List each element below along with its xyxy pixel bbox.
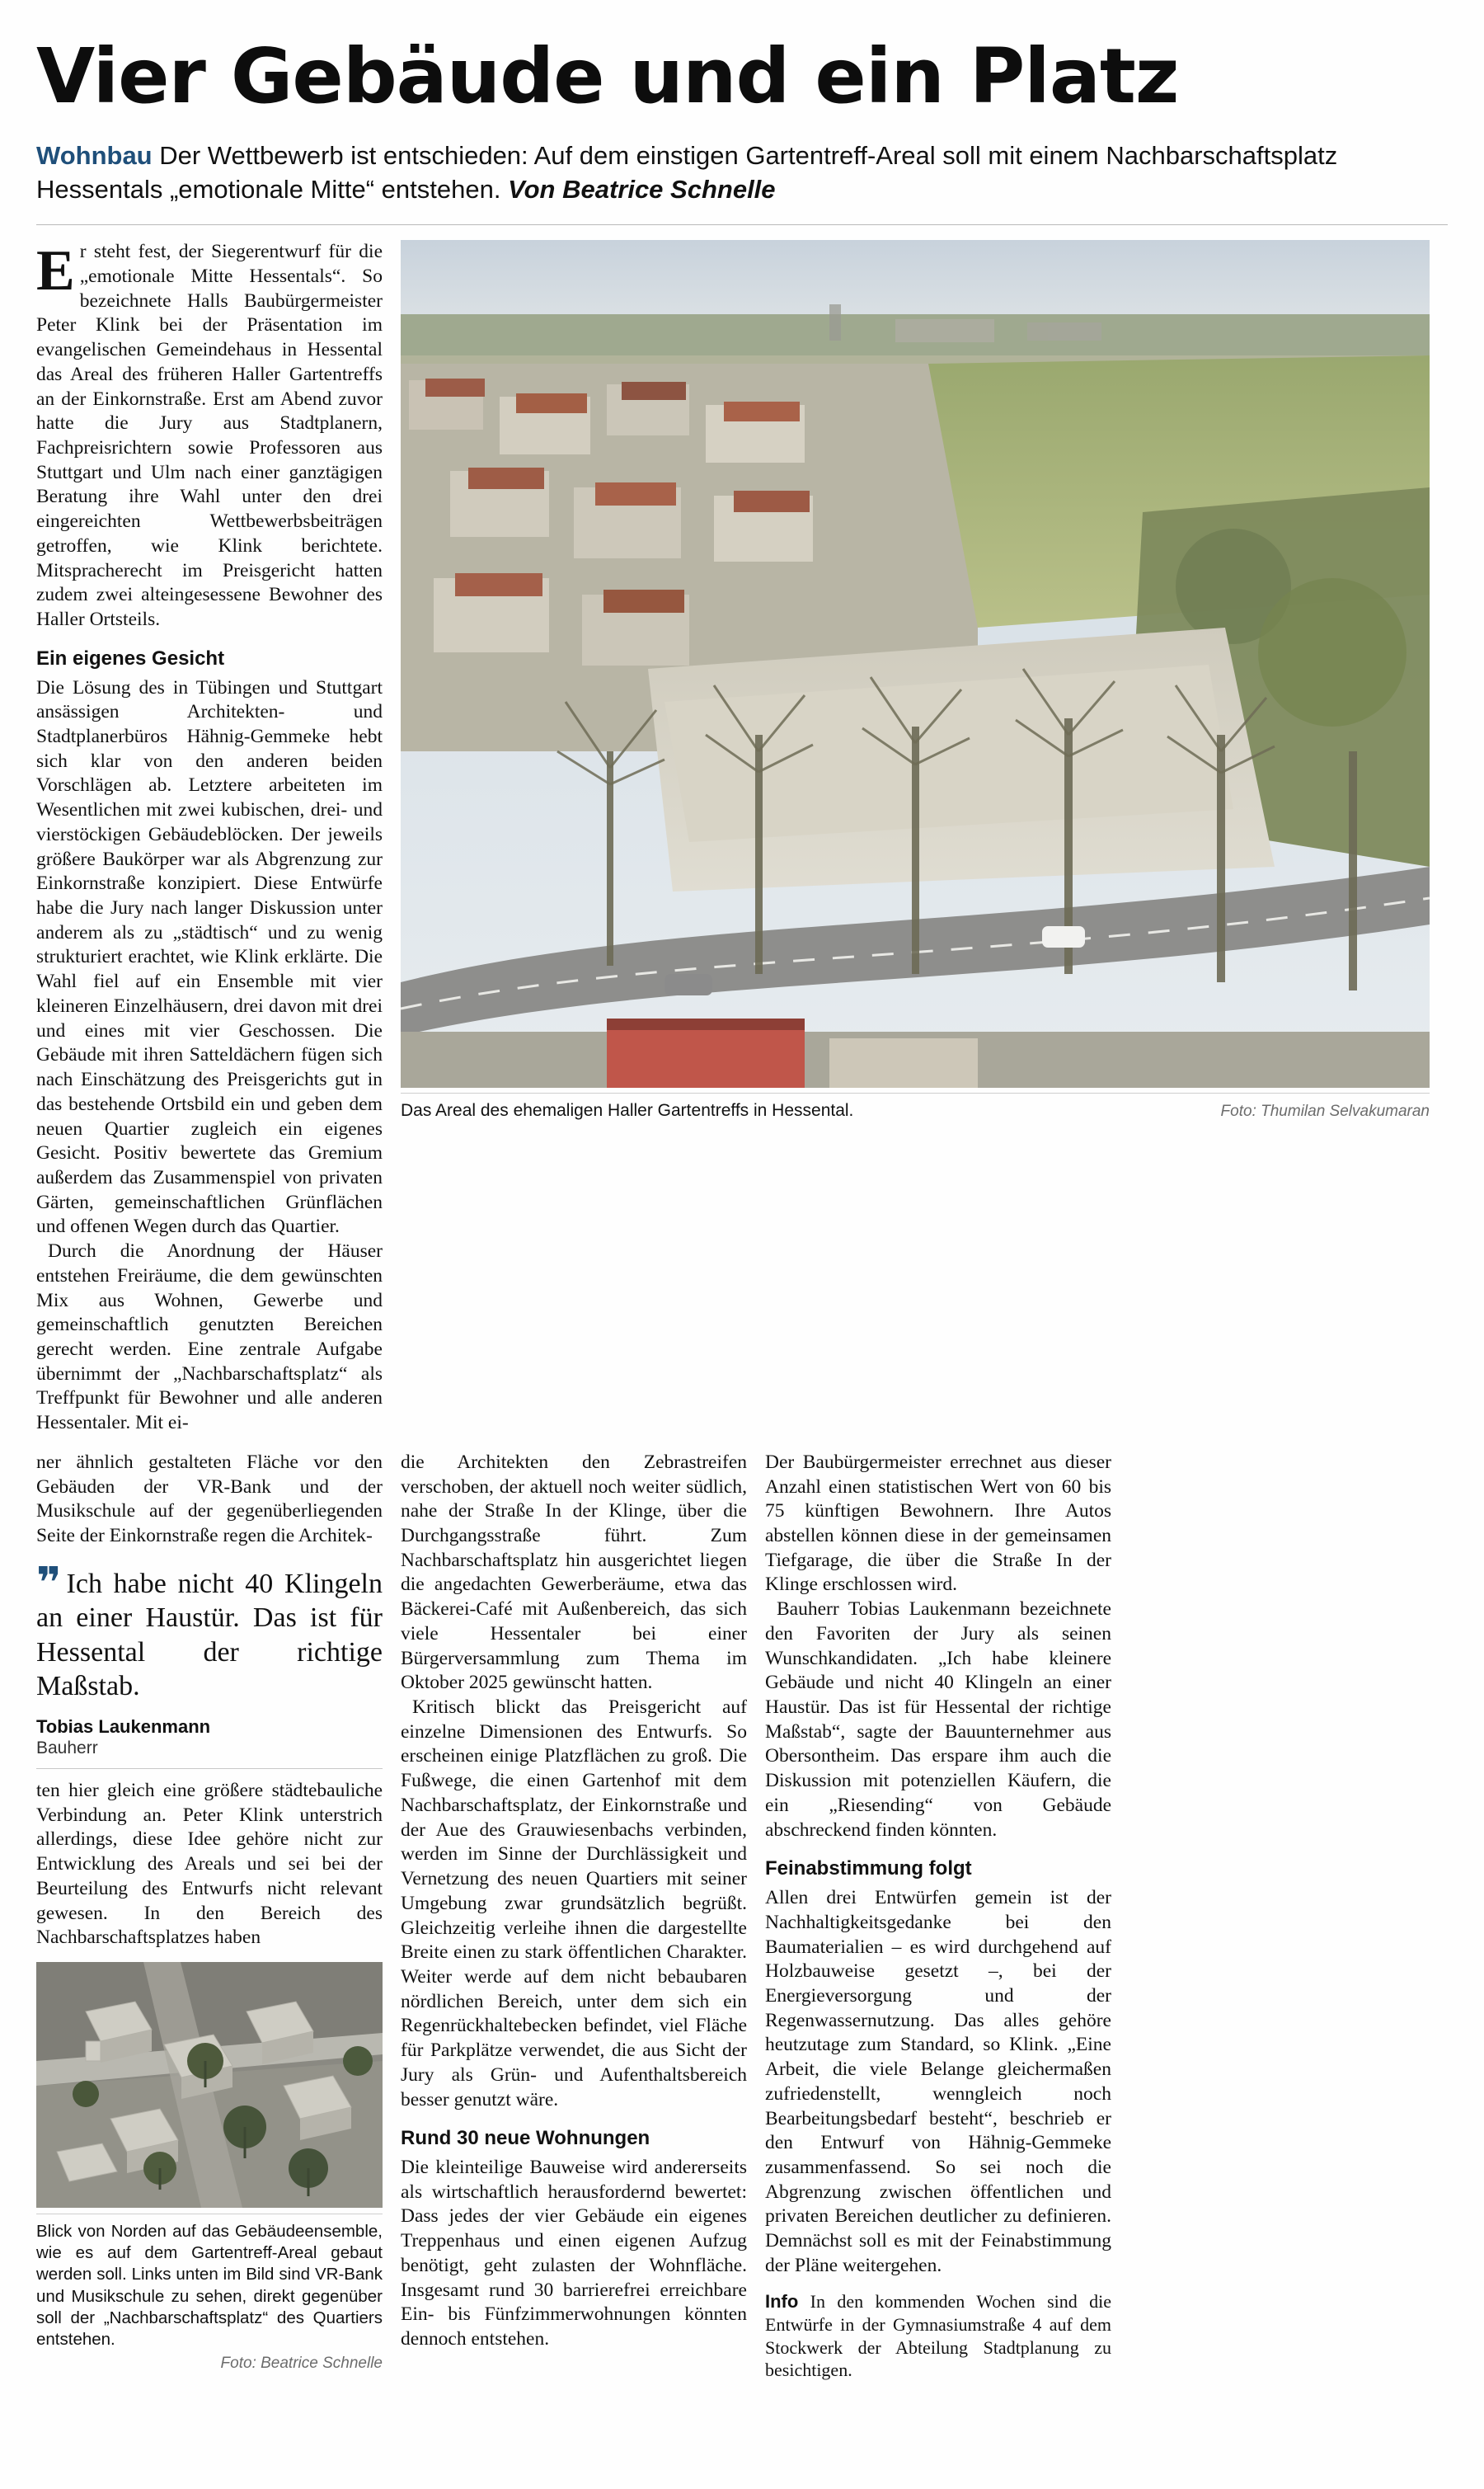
paragraph-c4-2: Bauherr Tobias Laukenmann bezeichnete den Favoriten der Jury als seinen Wunschkandidaten. „Ich habe kleinere Gebäude und nicht 40 Klingeln an einer Haustür. Das ist für Hessental der richtige Maßstab“, sagte der Bauunternehmer aus Obersontheim. Das erspare ihm auch die Diskussion mit potenziellen Käufern, die ein „Riesending“ von Gebäude abschreckend finden könnten. [765,1598,1111,1841]
subhead-eigenes-gesicht: Ein eigenes Gesicht [36,647,225,670]
column-three [401,1451,747,2352]
column-four [765,1451,1111,2383]
paragraph-c3-1: die Architekten den Zebrastreifen verschoben, der aktuell noch weiter südlich, nahe der Straße In der Klinge, über die Durchgangsstraße führt. Zum Nachbarschaftsplatz hin ausgerichtet liegen die angedachten Gewerberäume, etwa das Bäckerei-Café mit Außenbereich, das sich viele Hessentaler bei einer Bürgerversammlung zum Thema im Oktober 2025 gewünscht hatten. [401,1451,747,1694]
lower-region [36,1451,1448,2383]
pull-quote [36,1558,383,1769]
paragraph-c2-2: ten hier gleich eine größere städtebauliche Verbindung an. Peter Klink unterstrich allerdings, diese Idee gehöre nicht zur Entwicklung des Areals und sei bei der Beurteilung des Entwurfs nicht relevant gewesen. In den Bereich des Nachbarschaftsplatzes haben [36,1779,383,1949]
model-photo-credit: Foto: Beatrice Schnelle [220,2355,383,2373]
subhead-rund-30-wohnungen: Rund 30 neue Wohnungen [401,2127,650,2150]
paragraph-loesung: Die Lösung des in Tübingen und Stuttgart ansässigen Architekten- und Stadtplanerbüros Hähnig-Gemmeke hebt sich klar von den anderen beiden Vorschlägen ab. Letztere arbeiteten im Wesentlichen mit zwei kubischen, drei- und vierstöckigen Gebäudeblöcken. Der jeweils größere Baukörper war als Abgrenzung zur Einkornstraße konzipiert. Diese Entwürfe habe die Jury nach langer Diskussion unter anderem als zu „städtisch“ und zu wenig strukturiert erachtet, wie Klink erklärte. Die Wahl fiel auf ein Ensemble mit vier kleineren Einzelhäusern, drei davon mit drei und eines mit vier Geschossen. Die Gebäude mit ihren Satteldächern fügen sich nach Einschätzung des Preisgerichts gut in das bestehende Ortsbild ein und geben dem neuen Quartier zugleich ein eigenes Gesicht. Positiv bewertete das Gremium außerdem das Zusammenspiel von privaten Gärten, gemeinschaftlichen Grünflächen und offenen Wegen durch das Quartier. [36,676,383,1238]
column-two [36,1451,383,2374]
quote-mark-icon: ❞ [36,1558,62,1608]
paragraph-intro: Er steht fest, der Siegerentwurf für die „emotionale Mitte Hessentals“. So bezeichnete Halls Baubürgermeister Peter Klink bei der Präsentation im evangelischen Gemeindehaus in Hessental das Areal des früheren Haller Gartentreffs an der Einkornstraße. Erst am Abend zuvor hatte die Jury aus Stadtplanern, Fachpreisrichtern sowie Professoren aus Stuttgart und Ulm nach einer ganztägigen Beratung ihre Wahl unter den drei eingereichten Wettbewerbsbeiträgen getroffen, wie Klink berichtete. Mitspracherecht im Preisgericht hatten zudem zwei alteingesessene Bewohner des Haller Ortsteils. [36,239,383,631]
model-photo [36,1962,383,2208]
article-standfirst [36,139,1448,206]
paragraph-c2-1: ner ähnlich gestalteten Fläche vor den Gebäuden der VR-Bank und der Musikschule auf der gegenüberliegenden Seite der Einkornstraße regen die Architek- [36,1451,383,1546]
photo-credit: Foto: Thumilan Selvakumaran [1220,1103,1430,1121]
kicker-label: Wohnbau [36,140,153,170]
info-text: In den kommenden Wochen sind die Entwürfe in der Gymnasiumstraße 4 auf dem Stockwerk der Abteilung Stadtplanung zu besichtigen. [765,2290,1111,2381]
paragraph-c4-1: Der Baubürgermeister errechnet aus dieser Anzahl einen statistischen Wert von 60 bis 75 künftigen Bewohnern. Ihre Autos abstellen können diese in der gemeinsamen Tiefgarage, die über die Straße In der Klinge erschlossen wird. [765,1451,1111,1596]
divider-quote [36,1768,383,1769]
model-photo-caption: Blick von Norden auf das Gebäudeensemble, wie es auf dem Gartentreff-Areal gebaut werden soll. Links unten im Bild sind VR-Bank und Musikschule zu sehen, direkt gegenüber soll der „Nachbarschaftsplatz“ des Quartiers entstehen. [36,2214,383,2350]
pull-quote-role: Bauherr [36,1739,98,1758]
info-label: Info [765,2290,799,2312]
subhead-feinabstimmung: Feinabstimmung folgt [765,1857,972,1880]
upper-region [36,240,1448,1436]
pull-quote-author: Tobias Laukenmann [36,1715,211,1737]
page-title: Vier Gebäude und ein Platz [36,32,1179,120]
paragraph-anordnung: Durch die Anordnung der Häuser entstehen Freiräume, die dem gewünschten Mix aus Wohnen, Gewerbe und gemeinschaftlich genutzten Bereichen gerecht werden. Eine zentrale Aufgabe übernimmt der „Nachbarschaftsplatz“ als Treffpunkt für Bewohner und alle anderen Hessentaler. Mit ei- [36,1240,383,1434]
info-box [765,2290,1111,2383]
column-one [36,240,383,1436]
divider-top [36,224,1448,225]
paragraph-c3-2: Kritisch blickt das Preisgericht auf einzelne Dimensionen des Entwurfs. So erscheinen einige Platzflächen zu groß. Die Fußwege, die einen Gartenhof mit dem Nachbarschaftsplatz, der Einkornstraße und der Aue des Grauwiesenbachs verbinden, werden im Sinne der Durchlässigkeit und Vernetzung des neuen Quartiers mit seiner Umgebung zwar grundsätzlich begrüßt. Gleichzeitig verleihe ihnen die dargestellte Breite einen zu stark öffentlichen Charakter. Weiter werde auf dem nicht bebaubaren nördlichen Bereich, unter dem sich ein Regenrückhaltebecken befindet, viel Fläche für Parkplätze verwendet, die aus Sicht der Jury als Grün- und Aufenthaltsbereich besser genutzt wäre. [401,1696,747,2110]
aerial-photo [401,240,1430,1088]
model-photo-graphic [36,1962,383,2208]
photo-caption-row [401,1093,1430,1121]
pull-quote-text: Ich habe nicht 40 Klingeln an einer Haustür. Das ist für Hessental der richtige Maßstab. [36,1568,383,1702]
photo-caption: Das Areal des ehemaligen Haller Gartentreffs in Hessental. [401,1101,854,1121]
main-photo-block [401,240,1430,1121]
aerial-photo-graphic [401,240,1430,1088]
kicker-text: Der Wettbewerb ist entschieden: Auf dem einstigen Gartentreff-Areal soll mit einem Nachbarschaftsplatz Hessentals „emotionale Mitte“ entstehen. [36,140,1338,205]
paragraph-c3-3: Die kleinteilige Bauweise wird andererseits als wirtschaftlich herausfordernd bewertet: Dass jedes der vier Gebäude ein eigenes Treppenhaus und einen eigenen Aufzug benötigt, geht zulasten der Wohnfläche. Insgesamt rund 30 barrierefrei erreichbare Ein- bis Fünfzimmerwohnungen könnten dennoch entstehen. [401,2157,747,2350]
byline: Von Beatrice Schnelle [508,175,776,205]
paragraph-c4-3: Allen drei Entwürfen gemein ist der Nachhaltigkeitsgedanke bei den Baumaterialien – es wird durchgehend auf Holzbauweise gesetzt –, bei der Energieversorgung und der Regenwassernutzung. Das alles gehöre heutzutage zum Standard, so Klink. „Eine Arbeit, die viele Belange gleichermaßen zufriedenstellt, wenngleich noch Bearbeitungsbedarf besteht“, beschrieb er den Entwurf von Hähnig-Gemmeke zusammenfassend. So sei noch die Abgrenzung zwischen öffentlichen und privaten Bereichen deutlicher zu definieren. Demnächst soll es mit der Feinabstimmung der Pläne weitergehen. [765,1887,1111,2276]
